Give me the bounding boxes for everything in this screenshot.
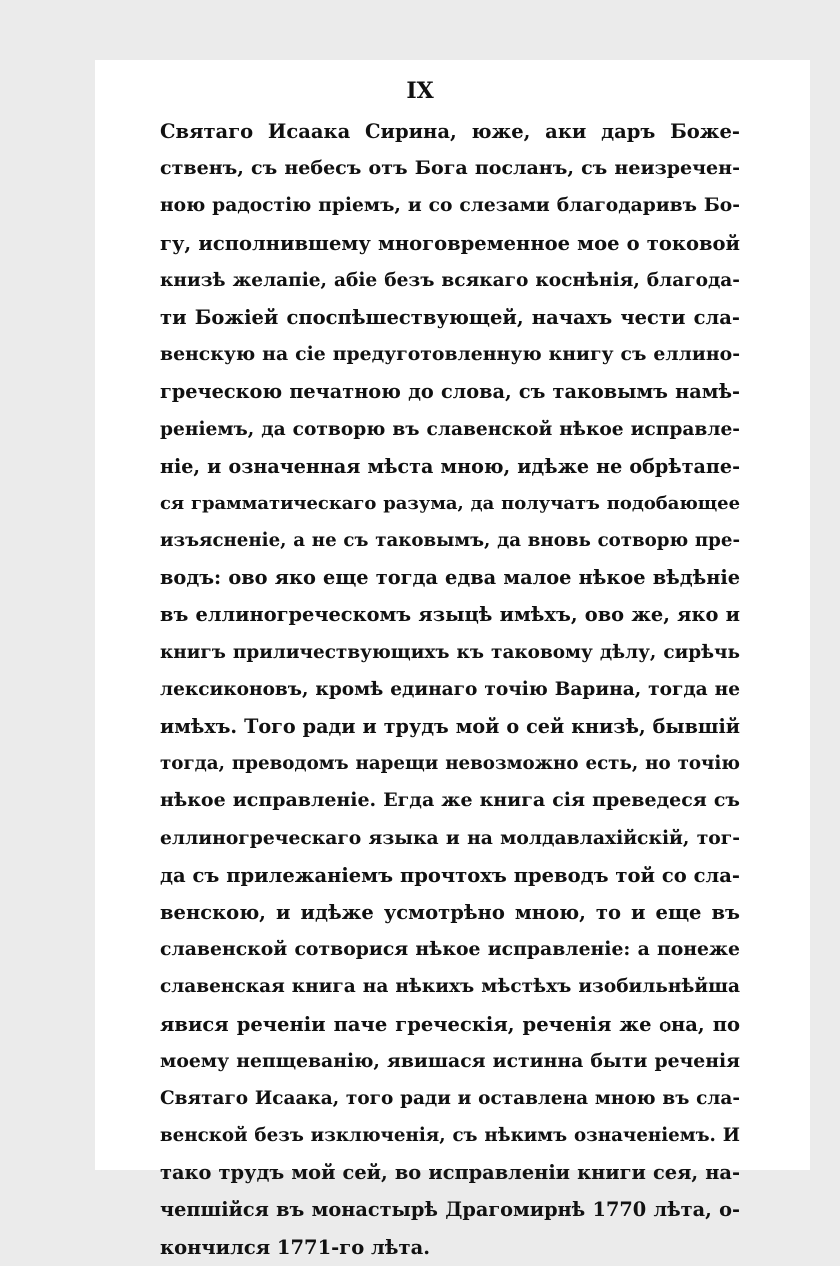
text-line: гу, исполнившему многовременное мое о токовой xyxy=(160,231,740,255)
text-line: греческою печатною до слова, съ таковымъ намѣ- xyxy=(160,380,740,404)
text-line: венскую на сіе предуготовленную книгу съ еллино- xyxy=(160,343,740,366)
text-line: книгъ приличествующихъ къ таковому дѣлу, сирѣчь xyxy=(160,641,740,663)
text-line: славенской сотворися нѣкое исправленіе: а понеже xyxy=(160,938,740,961)
text-line: явися реченіи паче греческія, реченія же ѻна, по xyxy=(160,1012,740,1036)
text-line: чепшійся въ монастырѣ Драгомирнѣ 1770 лѣта, о- xyxy=(160,1198,740,1222)
text-line: еллиногреческаго языка и на молдавлахійскій, тог- xyxy=(160,826,740,849)
body-text xyxy=(160,113,740,1266)
text-line: имѣхъ. Того ради и трудъ мой о сей книзѣ, бывшій xyxy=(160,715,740,738)
text-line: реніемъ, да сотворю въ славенской нѣкое исправле- xyxy=(160,418,740,440)
text-line: тогда, преводомъ нарещи невозможно есть, но точію xyxy=(160,753,740,775)
text-line: тако трудъ мой сей, во исправленіи книги сея, на- xyxy=(160,1161,740,1185)
text-line: ною радостію пріемъ, и со слезами благодаривъ Бо- xyxy=(160,194,740,217)
text-line: въ еллиногреческомъ языцѣ имѣхъ, ово же, яко и xyxy=(160,603,740,627)
text-line: кончился 1771-го лѣта. xyxy=(160,1235,430,1259)
text-line: изъясненіе, а не съ таковымъ, да вновь сотворю пре- xyxy=(160,530,740,552)
text-line: венской безъ изключенія, съ нѣкимъ означеніемъ. И xyxy=(160,1125,740,1147)
text-line: водъ: ово яко еще тогда едва малое нѣкое вѣдѣніе xyxy=(160,566,740,590)
text-line: венскою, и идѣже усмотрѣно мною, то и еще въ xyxy=(160,900,740,924)
text-line: лексиконовъ, кромѣ единаго точію Варина, тогда не xyxy=(160,678,740,700)
text-line: ніе, и означенная мѣста мною, идѣже не обрѣтапе- xyxy=(160,454,740,478)
text-line: книзѣ желапіе, абіе безъ всякаго коснѣнія, благода- xyxy=(160,269,740,291)
text-line: Святаго Исаака Сирина, юже, аки даръ Боже- xyxy=(160,120,740,143)
text-line: ственъ, съ небесъ отъ Бога посланъ, съ неизречен- xyxy=(160,157,740,180)
text-line: ся грамматическаго разума, да получатъ подобающее xyxy=(160,492,740,514)
text-line: Святаго Исаака, того ради и оставлена мною въ сла- xyxy=(160,1087,740,1109)
text-line: ти Божіей споспѣшествующей, начахъ чести сла- xyxy=(160,305,740,329)
text-line: славенская книга на нѣкихъ мѣстѣхъ изобильнѣйша xyxy=(160,976,740,998)
page-number: IX xyxy=(406,78,434,104)
text-line: моему непщеванію, явишася истинна быти реченія xyxy=(160,1049,740,1072)
text-line: да съ прилежаніемъ прочтохъ преводъ той со сла- xyxy=(160,863,740,887)
text-line: нѣкое исправленіе. Егда же книга сія преведеся съ xyxy=(160,789,740,812)
